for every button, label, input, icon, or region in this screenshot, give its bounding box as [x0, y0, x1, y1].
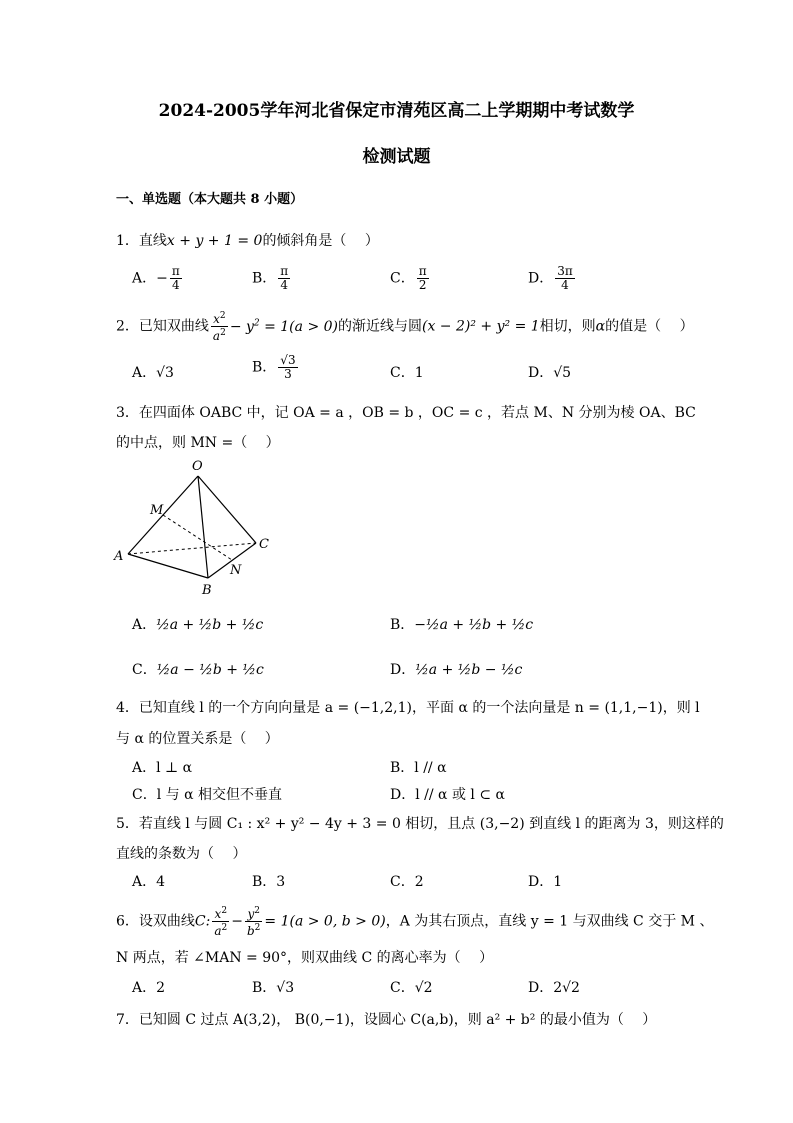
tetrahedron-figure — [110, 458, 280, 598]
q6-hyperbola-rest: = 1(a > 0, b > 0) — [264, 913, 386, 930]
segment-MN — [163, 515, 232, 560]
q1-option-a-frac — [170, 265, 182, 292]
q2-option-b-frac — [278, 354, 297, 381]
edge-OC — [198, 476, 256, 543]
question-2 — [116, 310, 694, 343]
label-C: C — [259, 537, 269, 552]
q6-frac-y — [245, 905, 262, 938]
question-3-line-2: 的中点，则 MN =（ ） — [116, 435, 280, 451]
q3-option-c — [132, 659, 264, 679]
q3-option-b-expr: −½a + ½b + ½c — [414, 617, 534, 633]
q5-option-a: A．4 — [132, 874, 166, 890]
label-B: B — [202, 583, 212, 598]
section-heading: 一、单选题（本大题共 8 小题） — [116, 192, 304, 207]
q2-b-num: √3 — [280, 353, 296, 367]
q2-hyp-num: $x^2$ — [211, 310, 228, 327]
q2-b-den: 3 — [284, 367, 292, 381]
q4-option-b: B．l // α — [390, 760, 447, 776]
question-3-line-1: 3．在四面体 OABC 中，记 OA = a ，OB = b ，OC = c ，若点 M、N 分别为棱 OA、BC — [116, 405, 696, 421]
q6-frac-x — [212, 905, 229, 938]
q2-circle: (x − 2)² + y² = 1 — [422, 318, 540, 335]
q3-option-d-expr: ½a + ½b − ½c — [415, 662, 523, 678]
q2-option-d: D．√5 — [528, 365, 572, 381]
q1-option-c-label: C． — [390, 270, 415, 287]
question-4-line-2: 与 α 的位置关系是（ ） — [116, 731, 279, 747]
edge-AC-hidden — [128, 543, 256, 554]
q6-option-d: D．2√2 — [528, 980, 580, 996]
q2-text-b: 的渐近线与圆 — [338, 318, 422, 335]
question-7-line-1: 7．已知圆 C 过点 A(3,2)， B(0,−1)，设圆心 C(a,b)，则 a² + b² 的最小值为（ ） — [116, 1012, 657, 1028]
q1-b-den: 4 — [280, 278, 289, 292]
q1-text-b: 的倾斜角是（ ） — [262, 233, 379, 249]
q6-option-b: B．√3 — [252, 980, 295, 996]
q6-fy-num: $y^2$ — [245, 905, 262, 922]
q1-a-den: 4 — [171, 278, 180, 292]
q1-option-b-frac — [278, 265, 290, 292]
title-line-2: 检测试题 — [362, 147, 431, 167]
q6-fx-den: $a^2$ — [214, 923, 228, 938]
q1-option-b-label: B． — [252, 270, 277, 287]
q2-hyp-den: $a^2$ — [212, 328, 226, 343]
label-A: A — [114, 549, 124, 564]
q6-hyperbola-c: C: — [194, 913, 211, 930]
q3-option-d-label: D． — [390, 662, 416, 678]
q2-text-c: 相切，则 — [539, 318, 596, 335]
q2-option-b — [252, 354, 300, 381]
q3-option-b — [390, 614, 533, 634]
q1-c-num: π — [418, 264, 427, 278]
q1-option-a-sign: − — [156, 270, 168, 287]
edge-OB — [198, 476, 208, 578]
q6-text-b: ，A 为其右顶点，直线 y = 1 与双曲线 C 交于 M 、 — [385, 913, 714, 930]
q6-text-a: 6．设双曲线 — [116, 913, 195, 930]
q2-alpha: α — [595, 318, 606, 335]
question-4-line-1: 4．已知直线 l 的一个方向向量是 a = (−1,2,1)，平面 α 的一个法向量是 n = (1,1,−1)，则 l — [116, 700, 700, 716]
q2-option-a: A．√3 — [132, 365, 174, 381]
q1-option-b — [252, 265, 292, 292]
q5-option-c: C．2 — [390, 874, 424, 890]
edge-AB — [128, 554, 208, 578]
q6-fy-den: $b^2$ — [246, 923, 261, 938]
q1-option-d-frac — [555, 265, 575, 292]
q6-fx-num: $x^2$ — [212, 905, 229, 922]
q3-option-d — [390, 659, 522, 679]
question-5-line-1: 5．若直线 l 与圆 C₁ : x² + y² − 4y + 3 = 0 相切，且点 (3,−2) 到直线 l 的距离为 3，则这样的 — [116, 816, 724, 832]
q2-hyperbola-rest: − $y^2 = 1(a > 0)$ — [229, 317, 338, 335]
q4-option-c: C．l 与 α 相交但不垂直 — [132, 787, 282, 803]
label-M: M — [150, 503, 164, 518]
q5-option-b: B．3 — [252, 874, 286, 890]
q6-option-c: C．√2 — [390, 980, 433, 996]
question-6-line-2: N 两点，若 ∠MAN = 90°，则双曲线 C 的离心率为（ ） — [116, 950, 494, 966]
q4-option-a: A．l ⊥ α — [132, 760, 193, 776]
q6-option-a: A．2 — [132, 980, 166, 996]
title-line-1: 2024-2005学年河北省保定市清苑区高二上学期期中考试数学 — [158, 101, 635, 121]
q1-b-num: π — [280, 264, 289, 278]
question-6-line-1: 6．设双曲线C: $\frac{x^2}{a^2}$ − $\frac{y^2}{b^2}$ = 1(a > 0, b > 0)，A 为其右顶点，直线 y = 1 与双曲线 C 交于 M 、 — [116, 906, 714, 938]
label-O: O — [192, 459, 203, 474]
q3-option-a — [132, 614, 263, 634]
q1-option-d-label: D． — [528, 270, 554, 287]
q3-option-a-label: A． — [132, 617, 157, 633]
q2-text-a: 2．已知双曲线 — [116, 318, 209, 335]
q1-option-c-frac — [417, 265, 429, 292]
q4-option-d: D．l // α 或 l ⊂ α — [390, 787, 505, 803]
q1-text-a: 1．直线 — [116, 233, 167, 249]
question-1 — [116, 230, 379, 250]
q1-option-a-label: A． — [132, 270, 157, 287]
label-N: N — [230, 563, 242, 578]
q1-c-den: 2 — [418, 278, 427, 292]
q1-d-den: 4 — [561, 278, 569, 292]
q1-a-num: π — [171, 264, 180, 278]
q2-text-d: 的值是（ ） — [605, 318, 694, 335]
q2-option-c: C．1 — [390, 365, 424, 381]
question-5-line-2: 直线的条数为（ ） — [116, 846, 247, 862]
q1-option-d — [528, 265, 577, 292]
q1-option-a — [132, 265, 184, 292]
q1-d-num: 3π — [557, 264, 573, 278]
q3-option-b-label: B． — [390, 617, 415, 633]
q2-option-b-label: B． — [252, 359, 277, 376]
q1-equation: x + y + 1 = 0 — [166, 233, 263, 249]
q3-option-c-label: C． — [132, 662, 157, 678]
q3-option-a-expr: ½a + ½b + ½c — [156, 617, 264, 633]
q3-option-c-expr: ½a − ½b + ½c — [156, 662, 264, 678]
q1-option-c — [390, 265, 431, 292]
q5-option-d: D．1 — [528, 874, 563, 890]
q2-hyperbola-frac — [211, 310, 228, 343]
